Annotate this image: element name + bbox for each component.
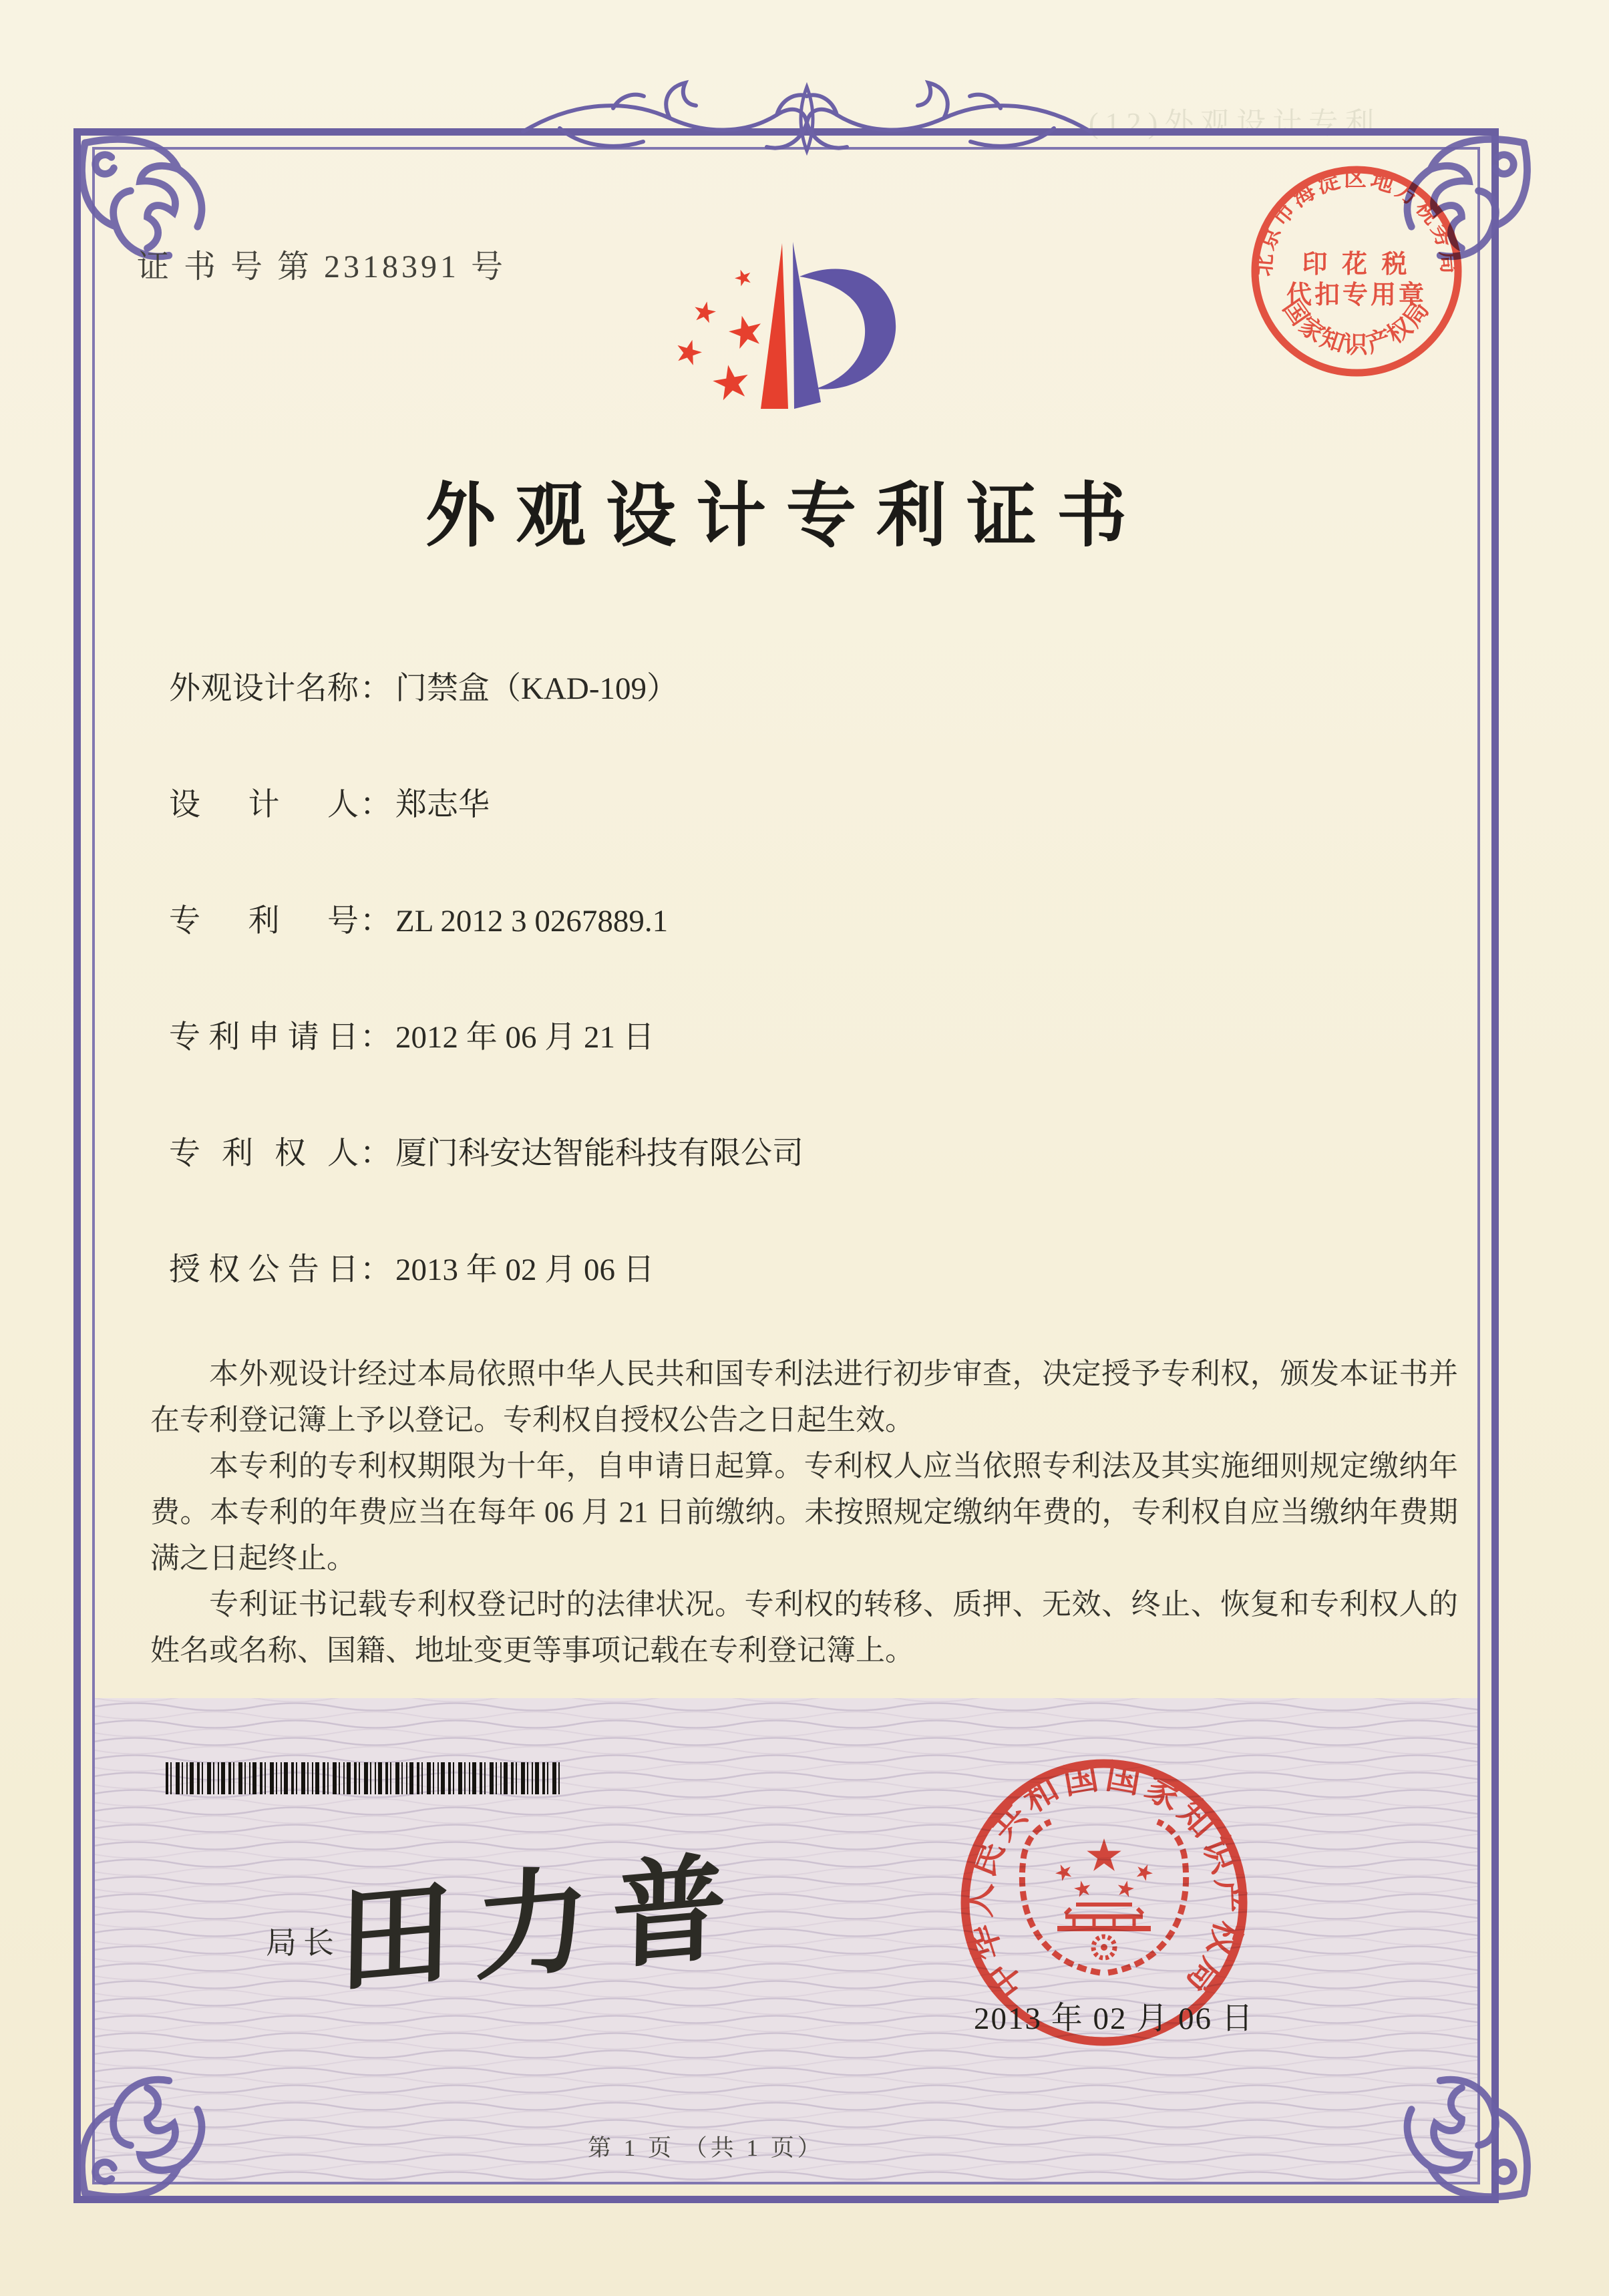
- corner-flourish-icon: [75, 2062, 232, 2205]
- body-paragraph: 本专利的专利权期限为十年，自申请日起算。专利权人应当依照专利法及其实施细则规定缴纳年费。本专利的年费应当在每年 06 月 21 日前缴纳。未按照规定缴纳年费的，专利权自应当缴纳年费期满之日起终止。: [150, 1450, 1458, 1575]
- field-value: 郑志华: [395, 788, 490, 822]
- field-value: 2013 年 02 月 06 日: [395, 1253, 655, 1287]
- body-paragraph: 专利证书记载专利权登记时的法律状况。专利权的转移、质押、无效、终止、恢复和专利权人的姓名或名称、国籍、地址变更等事项记载在专利登记簿上。: [150, 1588, 1458, 1667]
- field-label: 专 利 权 人: [169, 1136, 359, 1171]
- prc-national-emblem-icon: [1022, 1822, 1186, 1973]
- field-value: 2012 年 06 月 21 日: [395, 1020, 655, 1055]
- svg-text:中华人民共和国国家知识产权局: 中华人民共和国国家知识产权局: [960, 1758, 1248, 2005]
- field-value: 门禁盒（KAD-109）: [395, 671, 678, 706]
- corner-flourish-icon: [1377, 2062, 1534, 2205]
- svg-text:北京市海淀区地方税务局: 北京市海淀区地方税务局: [1250, 166, 1463, 278]
- field-label: 设 计 人: [169, 788, 359, 822]
- page-footer: 第 1 页 （共 1 页）: [588, 2135, 824, 2161]
- tax-stamp: [1243, 158, 1470, 385]
- field-label: 专 利 号: [169, 904, 359, 939]
- field-row-grant-date: 授权公告日： 2013 年 02 月 06 日: [169, 1253, 655, 1287]
- top-scroll-ornament-icon: [513, 61, 1101, 202]
- field-row-design-name: 外观设计名称： 门禁盒（KAD-109）: [169, 671, 678, 706]
- director-title: 局长: [266, 1926, 341, 1960]
- field-value: 厦门科安达智能科技有限公司: [395, 1136, 803, 1171]
- field-value: ZL 2012 3 0267889.1: [395, 904, 669, 939]
- certificate-number: 证 书 号 第 2318391 号: [137, 249, 507, 285]
- svg-text:国家知识产权局: 国家知识产权局: [1278, 295, 1435, 359]
- field-row-patentee: 专 利 权 人： 厦门科安达智能科技有限公司: [169, 1136, 803, 1171]
- field-label: 授权公告日: [169, 1253, 359, 1287]
- field-row-patent-no: 专 利 号： ZL 2012 3 0267889.1: [169, 904, 669, 939]
- seal-date: 2013 年 02 月 06 日: [974, 2001, 1254, 2036]
- legal-text: [150, 1351, 1458, 1673]
- field-list: [169, 671, 803, 1369]
- field-row-filing-date: 专利申请日： 2012 年 06 月 21 日: [169, 1020, 655, 1055]
- page-title: 外观设计专利证书: [425, 477, 1147, 555]
- certificate-barcode-icon: [166, 1762, 561, 1794]
- ghost-text: (12)外观设计专利: [1089, 107, 1381, 140]
- svg-text:印 花 税: 印 花 税: [1302, 251, 1411, 279]
- field-label: 外观设计名称: [169, 671, 359, 706]
- body-paragraph: 本外观设计经过本局依照中华人民共和国专利法进行初步审查，决定授予专利权，颁发本证书并在专利登记簿上予以登记。专利权自授权公告之日起生效。: [150, 1357, 1458, 1436]
- svg-text:代扣专用章: 代扣专用章: [1286, 281, 1427, 309]
- field-row-designer: 设 计 人： 郑志华: [169, 788, 490, 822]
- director-signature: 田力普: [337, 1843, 751, 2007]
- field-label: 专利申请日: [169, 1020, 359, 1055]
- cnipa-logo-icon: [665, 235, 913, 437]
